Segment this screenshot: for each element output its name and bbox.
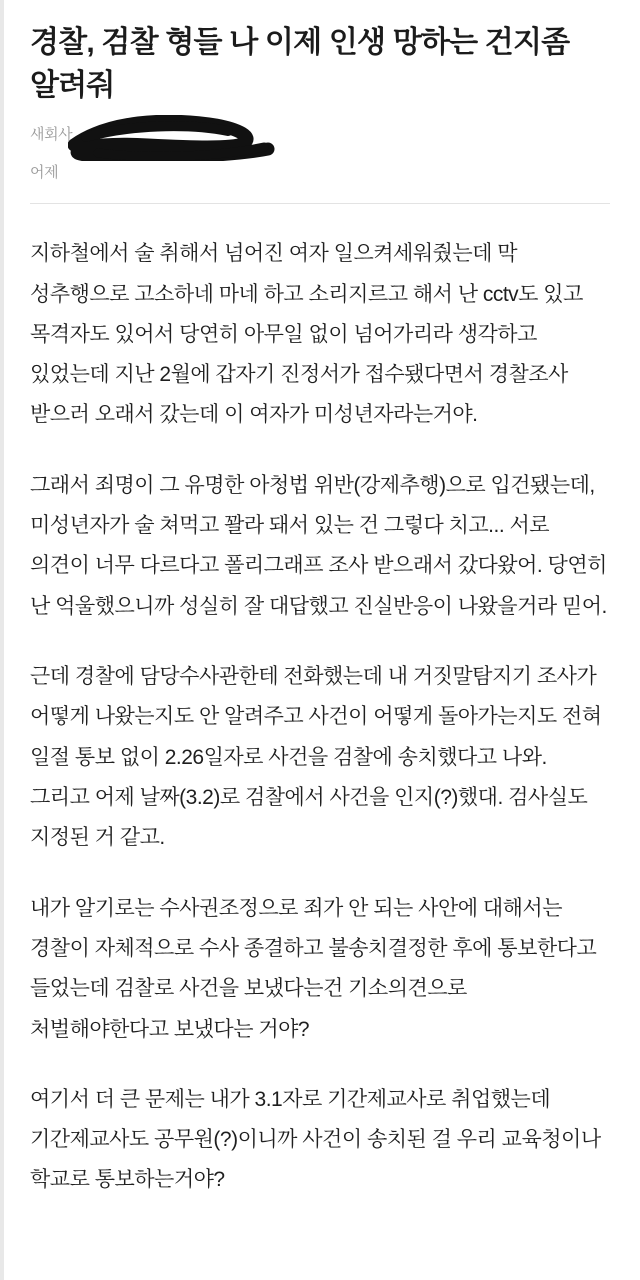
post-header (0, 0, 640, 204)
body-paragraph: 근데 경찰에 담당수사관한테 전화했는데 내 거짓말탐지기 조사가 어떻게 나왔는지도 안 알려주고 사건이 어떻게 돌아가는지도 전혀 일절 통보 없이 2.26일자로 사건을 검찰에 송치했다고 나와. 그리고 어제 날짜(3.2)로 검찰에서 사건을 인지(?)했대. 검사실도 지정된 거 같고. (30, 665, 602, 850)
body-paragraph: 그래서 죄명이 그 유명한 아청법 위반(강제추행)으로 입건됐는데, 미성년자가 술 쳐먹고 꽐라 돼서 있는 건 그렇다 치고... 서로 의견이 너무 다르다고 폴리그래프 조사 받으래서 갔다왔어. 당연히 난 억울했으니까 성실히 잘 대답했고 진실반응이 나왔을거라 믿어. (30, 473, 607, 618)
body-paragraph: 내가 알기로는 수사권조정으로 죄가 안 되는 사안에 대해서는 경찰이 자체적으로 수사 종결하고 불송치결정한 후에 통보한다고 들었는데 검찰로 사건을 보냈다는건 기소의견으로 처벌해야한다고 보냈다는 거야? (30, 896, 597, 1041)
page-title: 경찰, 검찰 형들 나 이제 인생 망하는 건지좀 알려줘 (30, 26, 570, 102)
post-date: 어제 (30, 163, 59, 181)
body-paragraph: 여기서 더 큰 문제는 내가 3.1자로 기간제교사로 취업했는데 기간제교사도 공무원(?)이니까 사건이 송치된 걸 우리 교육청이나 학교로 통보하는거야? (30, 1087, 601, 1192)
post-body (0, 204, 640, 1241)
left-edge-rule (0, 0, 4, 1280)
post-meta (30, 125, 610, 187)
body-paragraph: 지하철에서 술 취해서 넘어진 여자 일으켜세워줬는데 막 성추행으로 고소하네 마네 하고 소리지르고 해서 난 cctv도 있고 목격자도 있어서 당연히 아무일 없이 넘어가리라 생각하고 있었는데 지난 2월에 갑자기 진정서가 접수됐다면서 경찰조사 받으러 오래서 갔는데 이 여자가 미성년자라는거야. (30, 242, 583, 427)
author-label: 새회사 (30, 126, 73, 144)
